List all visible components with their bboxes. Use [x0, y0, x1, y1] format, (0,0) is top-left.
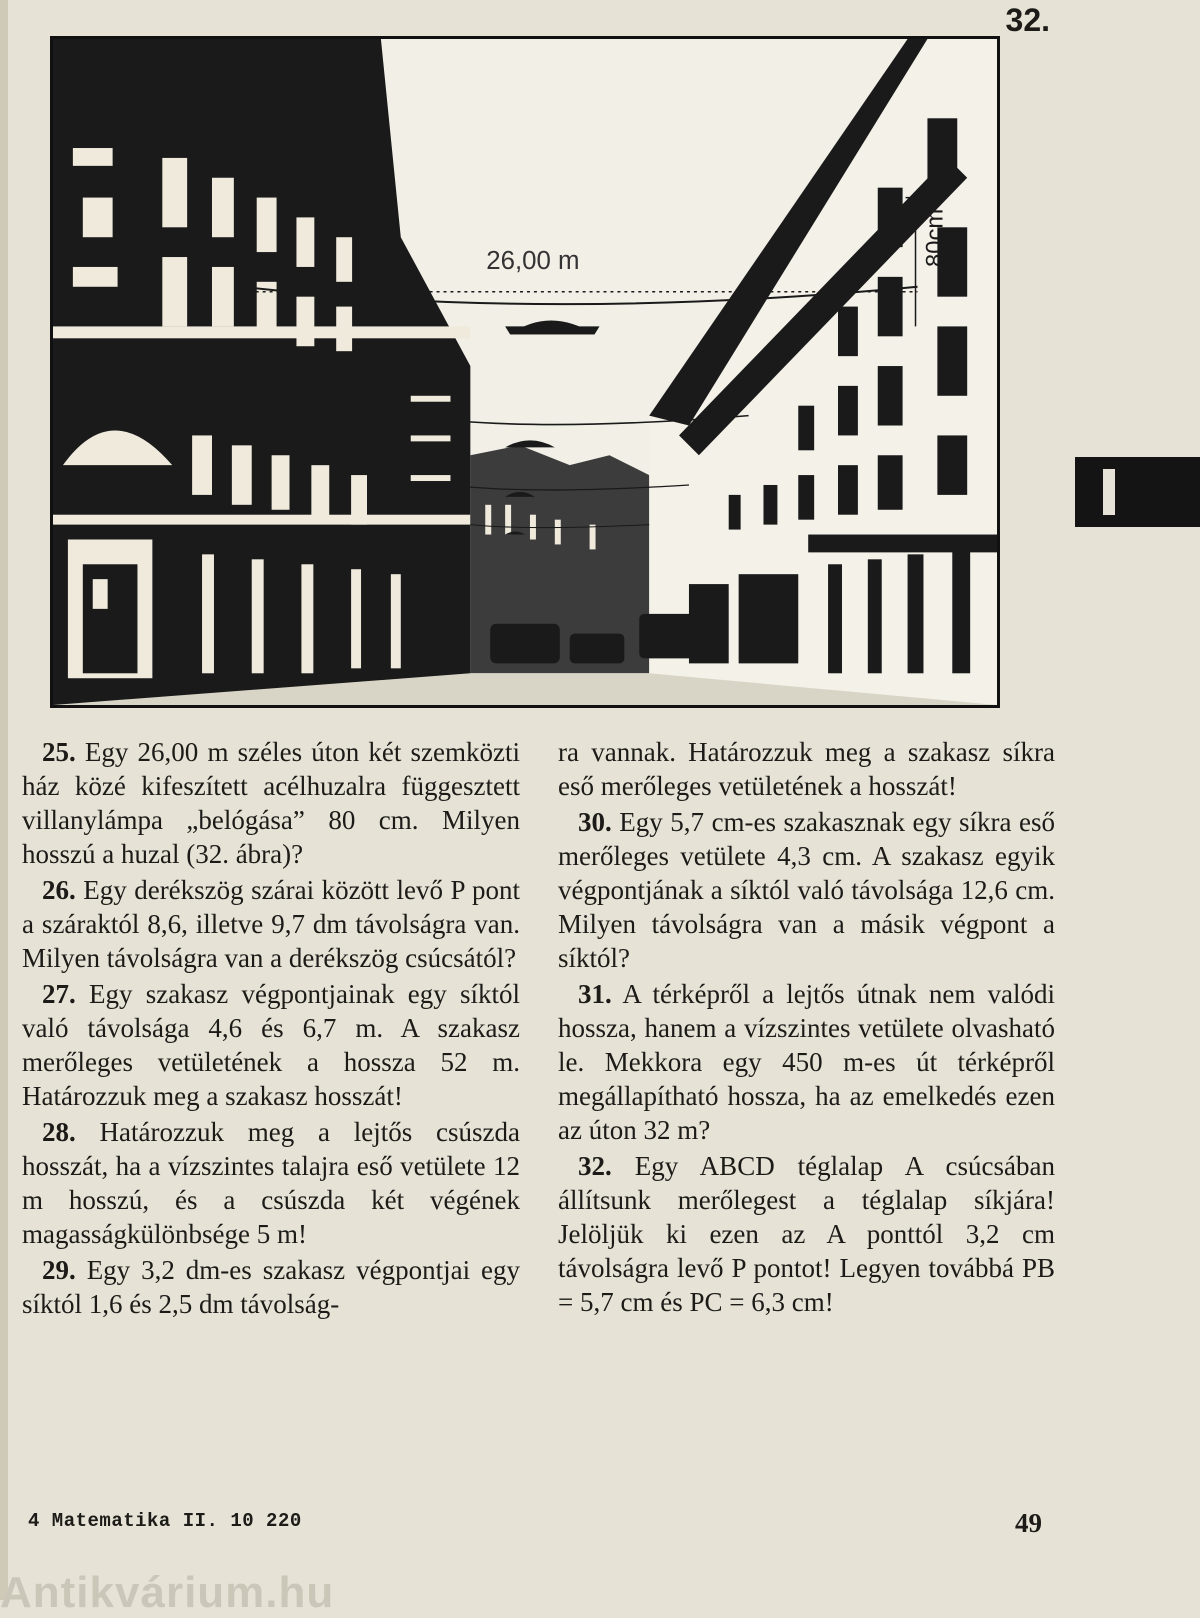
figure-number: 32.	[1005, 2, 1050, 38]
exercise-text: Egy ABCD téglalap A csúcsában állítsunk merőlegest a téglalap síkjára! Jelöljük ki ezen az A ponttól 3,2 cm távolságra levő P pontot! Legyen továbbá PB = 5,7 cm és PC = 6,3 cm!	[558, 1151, 1055, 1317]
exercise-30	[558, 805, 1055, 975]
exercise-26	[22, 873, 520, 975]
exercise-number: 31.	[578, 979, 612, 1009]
exercise-text: Egy szakasz végpontjainak egy síktól való távolsága 4,6 és 6,7 m. A szakasz merőleges vetületének a hossza 52 m. Határozzuk meg a szakasz hosszát!	[22, 979, 521, 1111]
exercise-25	[22, 735, 520, 871]
sag-label: 80cm	[921, 208, 949, 267]
exercise-text: Egy 3,2 dm-es szakasz végpontjai egy síktól 1,6 és 2,5 dm távolság-	[22, 1255, 520, 1319]
exercise-number: 29.	[42, 1255, 76, 1285]
exercise-number: 26.	[42, 875, 76, 905]
right-column	[558, 735, 1055, 1321]
exercise-29	[22, 1253, 520, 1321]
exercise-29-continued	[558, 735, 1055, 803]
exercise-number: 25.	[42, 737, 76, 767]
exercise-text: ra vannak. Határozzuk meg a szakasz síkra eső merőleges vetületének a hosszát!	[558, 737, 1055, 801]
footer-signature: 4 Matematika II. 10 220	[28, 1510, 302, 1532]
exercise-number: 27.	[42, 979, 76, 1009]
left-column	[22, 735, 520, 1323]
exercise-28	[22, 1115, 520, 1251]
page-edge	[0, 0, 8, 1600]
exercise-number: 32.	[578, 1151, 612, 1181]
exercise-text: Egy derékszög szárai között levő P pont a száraktól 8,6, illetve 9,7 dm távolságra van. Milyen távolságra van a derékszög csúcsától?	[22, 875, 520, 973]
exercise-31	[558, 977, 1055, 1147]
page-number: 49	[1015, 1508, 1042, 1538]
exercise-number: 28.	[42, 1117, 76, 1147]
exercise-text: A térképről a lejtős útnak nem valódi hossza, hanem a vízszintes vetülete olvasható le. Mekkora egy 450 m-es út térképről megállapítható hossza, ha az emelkedés ezen az úton 32 m?	[558, 979, 1055, 1145]
watermark: Antikvárium.hu	[0, 1568, 335, 1617]
width-label: 26,00 m	[486, 246, 580, 275]
exercise-32	[558, 1149, 1055, 1319]
exercise-text: Határozzuk meg a lejtős csúszda hosszát, ha a vízszintes talajra eső vetülete 12 m hosszú, és a csúszda két végének magasságkülönbsége 5 m!	[22, 1117, 521, 1249]
chapter-tab-marker	[1075, 457, 1200, 527]
street-illustration	[53, 39, 997, 705]
street-figure	[50, 36, 1000, 708]
exercise-27	[22, 977, 520, 1113]
exercise-text: Egy 5,7 cm-es szakasznak egy síkra eső merőleges vetülete 4,3 cm. A szakasz egyik végpontjának a síktól való távolsága 12,6 cm. Milyen távolságra van a másik végpont a síktól?	[558, 807, 1056, 973]
exercise-number: 30.	[578, 807, 612, 837]
exercise-text: Egy 26,00 m széles úton két szemközti ház közé kifeszített acélhuzalra függesztett villanylámpa „belógása” 80 cm. Milyen hosszú a huzal (32. ábra)?	[22, 737, 520, 869]
